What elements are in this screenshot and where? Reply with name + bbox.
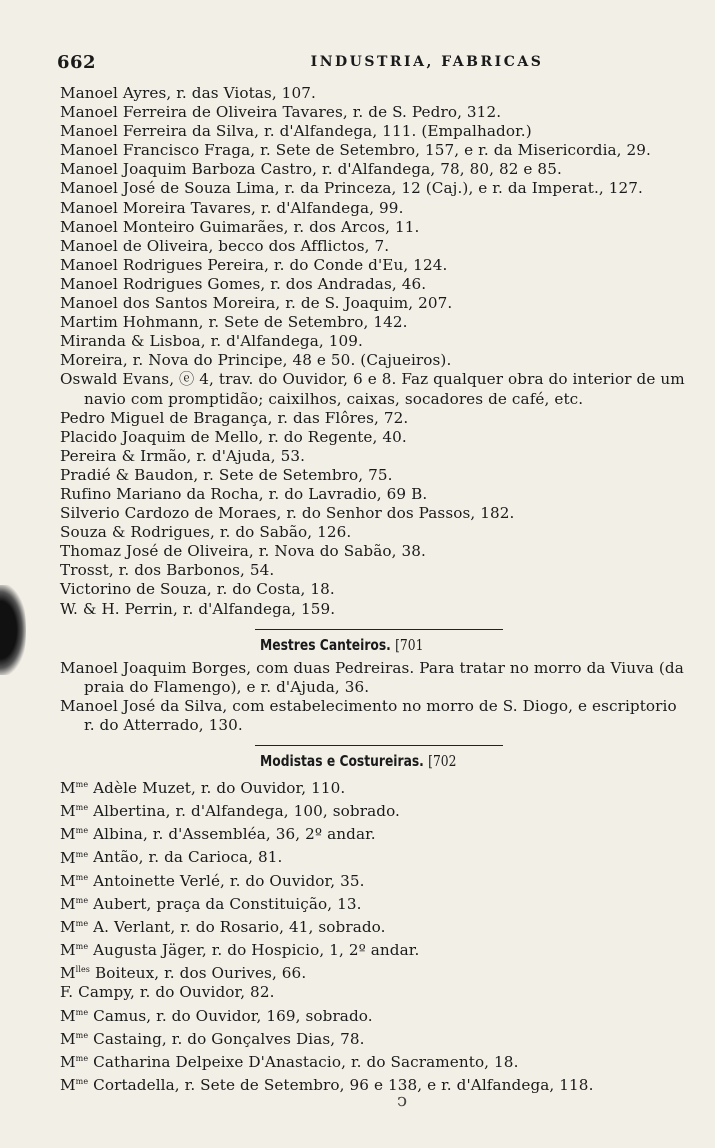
entry-text: Antoinette Verlé, r. do Ouvidor, 35. — [88, 871, 365, 890]
honorific: $M^{me}$ — [60, 918, 89, 936]
list-item: Manoel Rodrigues Gomes, r. dos Andradas, 46. — [60, 274, 427, 293]
entry-text: Aubert, praça da Constituição, 13. — [88, 894, 362, 913]
honorific: $M^{lles}$ — [60, 964, 91, 983]
list-item — [60, 1072, 690, 1095]
honorific: $M^{me}$ — [60, 1076, 89, 1095]
list-item: Manoel Ayres, r. das Viotas, 107. — [60, 84, 316, 102]
list-item: Thomaz José de Oliveira, r. Nova do Sabão, 38. — [60, 542, 426, 561]
list-item — [60, 1003, 690, 1026]
list-item: Manoel Monteiro Guimarães, r. dos Arcos, 11. — [60, 217, 420, 236]
entry-text: Adèle Muzet, r. do Ouvidor, 110. — [88, 779, 346, 798]
list-item — [60, 821, 690, 844]
entry-text: Castaing, r. do Gonçalves Dias, 78. — [88, 1029, 365, 1048]
list-item — [60, 983, 690, 1002]
list-item — [60, 914, 690, 937]
entry-text: Antão, r. da Carioca, 81. — [88, 848, 283, 867]
list-item — [60, 844, 690, 867]
page-header — [57, 52, 687, 76]
honorific: $M^{me}$ — [60, 1052, 89, 1071]
list-item — [60, 868, 690, 891]
section-divider — [255, 629, 503, 630]
list-item: Victorino de Souza, r. do Costa, 18. — [60, 580, 335, 599]
honorific: $M^{me}$ — [60, 894, 89, 913]
pencil-mark: ↄ — [397, 1090, 408, 1111]
list-item — [60, 775, 690, 798]
entry-text: Augusta Jäger, r. do Hospicio, 1, 2º andar. — [88, 941, 420, 960]
entries-section-b — [60, 659, 690, 735]
entry-text: Cortadella, r. Sete de Setembro, 96 e 138, e r. d'Alfandega, 118. — [88, 1076, 594, 1095]
honorific: $M^{me}$ — [60, 871, 89, 890]
list-item: Souza & Rodrigues, r. do Sabão, 126. — [60, 523, 352, 542]
entries-section-a — [60, 84, 690, 619]
section-title-modistas: Modistas e Costureiras. [702 — [260, 752, 457, 770]
entry-text: Catharina Delpeixe D'Anastacio, r. do Sacramento, 18. — [88, 1052, 519, 1071]
running-title: INDUSTRIA, FABRICAS — [310, 54, 544, 70]
list-item — [60, 937, 690, 960]
list-item: Pradié & Baudon, r. Sete de Setembro, 75. — [60, 465, 393, 484]
list-item: Manoel José de Souza Lima, r. da Princeza, 12 (Caj.), e r. da Imperat., 127. — [60, 179, 643, 198]
section-title-mestres-canteiros: Mestres Canteiros. [701 — [260, 635, 424, 654]
page-number: 662 — [57, 52, 97, 73]
list-item — [60, 1026, 690, 1049]
entry-text: F. Campy, r. do Ouvidor, 82. — [60, 983, 275, 1002]
entry-text: A. Verlant, r. do Rosario, 41, sobrado. — [88, 918, 386, 936]
directory-listing — [60, 84, 690, 1095]
list-item: Miranda & Lisboa, r. d'Alfandega, 109. — [60, 332, 363, 351]
entry-text: Boiteux, r. dos Ourives, 66. — [90, 964, 307, 983]
honorific: $M^{me}$ — [60, 1029, 89, 1048]
entry-text: Camus, r. do Ouvidor, 169, sobrado. — [88, 1006, 373, 1025]
margin-stain — [0, 585, 26, 675]
list-item: Moreira, r. Nova do Principe, 48 e 50. (Cajueiros). — [60, 351, 452, 370]
list-item — [60, 960, 690, 983]
list-item: Pedro Miguel de Bragança, r. das Flôres, 72. — [60, 408, 409, 427]
list-item: Placido Joaquim de Mello, r. do Regente, 40. — [60, 427, 407, 446]
list-item: Manoel de Oliveira, becco dos Afflictos, 7. — [60, 236, 390, 255]
list-item: Manoel Francisco Fraga, r. Sete de Setembro, 157, e r. da Misericordia, 29. — [60, 141, 651, 160]
list-item: Manoel Ferreira da Silva, r. d'Alfandega, 111. (Empalhador.) — [60, 122, 532, 141]
entry-text: Albina, r. d'Assembléa, 36, 2º andar. — [88, 825, 376, 844]
entry-text: Albertina, r. d'Alfandega, 100, sobrado. — [88, 802, 400, 821]
list-item: Manoel Ferreira de Oliveira Tavares, r. de S. Pedro, 312. — [60, 103, 502, 122]
list-item: Silverio Cardozo de Moraes, r. do Senhor dos Passos, 182. — [60, 504, 515, 523]
list-item: Manoel José da Silva, com estabelecimento no morro de S. Diogo, e escriptorio r. do Atterrado, 130. — [60, 696, 677, 734]
entries-section-c — [60, 775, 690, 1095]
list-item: Manoel dos Santos Moreira, r. de S. Joaquim, 207. — [60, 294, 453, 313]
list-item: Rufino Mariano da Rocha, r. do Lavradio, 69 B. — [60, 484, 428, 503]
section-divider — [255, 745, 503, 746]
list-item: Manoel Moreira Tavares, r. d'Alfandega, 99. — [60, 198, 404, 217]
list-item: Manoel Rodrigues Pereira, r. do Conde d'Eu, 124. — [60, 255, 448, 274]
honorific: $M^{me}$ — [60, 1006, 89, 1025]
list-item: Pereira & Irmão, r. d'Ajuda, 53. — [60, 446, 306, 465]
list-item: Manoel Joaquim Barboza Castro, r. d'Alfandega, 78, 80, 82 e 85. — [60, 160, 562, 179]
list-item: Manoel Joaquim Borges, com duas Pedreiras. Para tratar no morro da Viuva (da praia do Flamengo), e r. d'Ajuda, 36. — [60, 658, 684, 696]
list-item — [60, 798, 690, 821]
list-item — [60, 1049, 690, 1072]
list-item: Martim Hohmann, r. Sete de Setembro, 142. — [60, 313, 408, 332]
honorific: $M^{me}$ — [60, 779, 89, 798]
list-item: Trosst, r. dos Barbonos, 54. — [60, 561, 275, 580]
honorific: $M^{me}$ — [60, 802, 89, 821]
list-item — [60, 891, 690, 914]
honorific: $M^{me}$ — [60, 848, 89, 867]
honorific: $M^{me}$ — [60, 941, 89, 960]
honorific: $M^{me}$ — [60, 825, 89, 844]
list-item: W. & H. Perrin, r. d'Alfandega, 159. — [60, 599, 336, 618]
list-item: Oswald Evans, ⓔ 4, trav. do Ouvidor, 6 e 8. Faz qualquer obra do interior de um navio com promptidão; caixilhos, caixas, socadores de café, etc. — [60, 370, 685, 408]
